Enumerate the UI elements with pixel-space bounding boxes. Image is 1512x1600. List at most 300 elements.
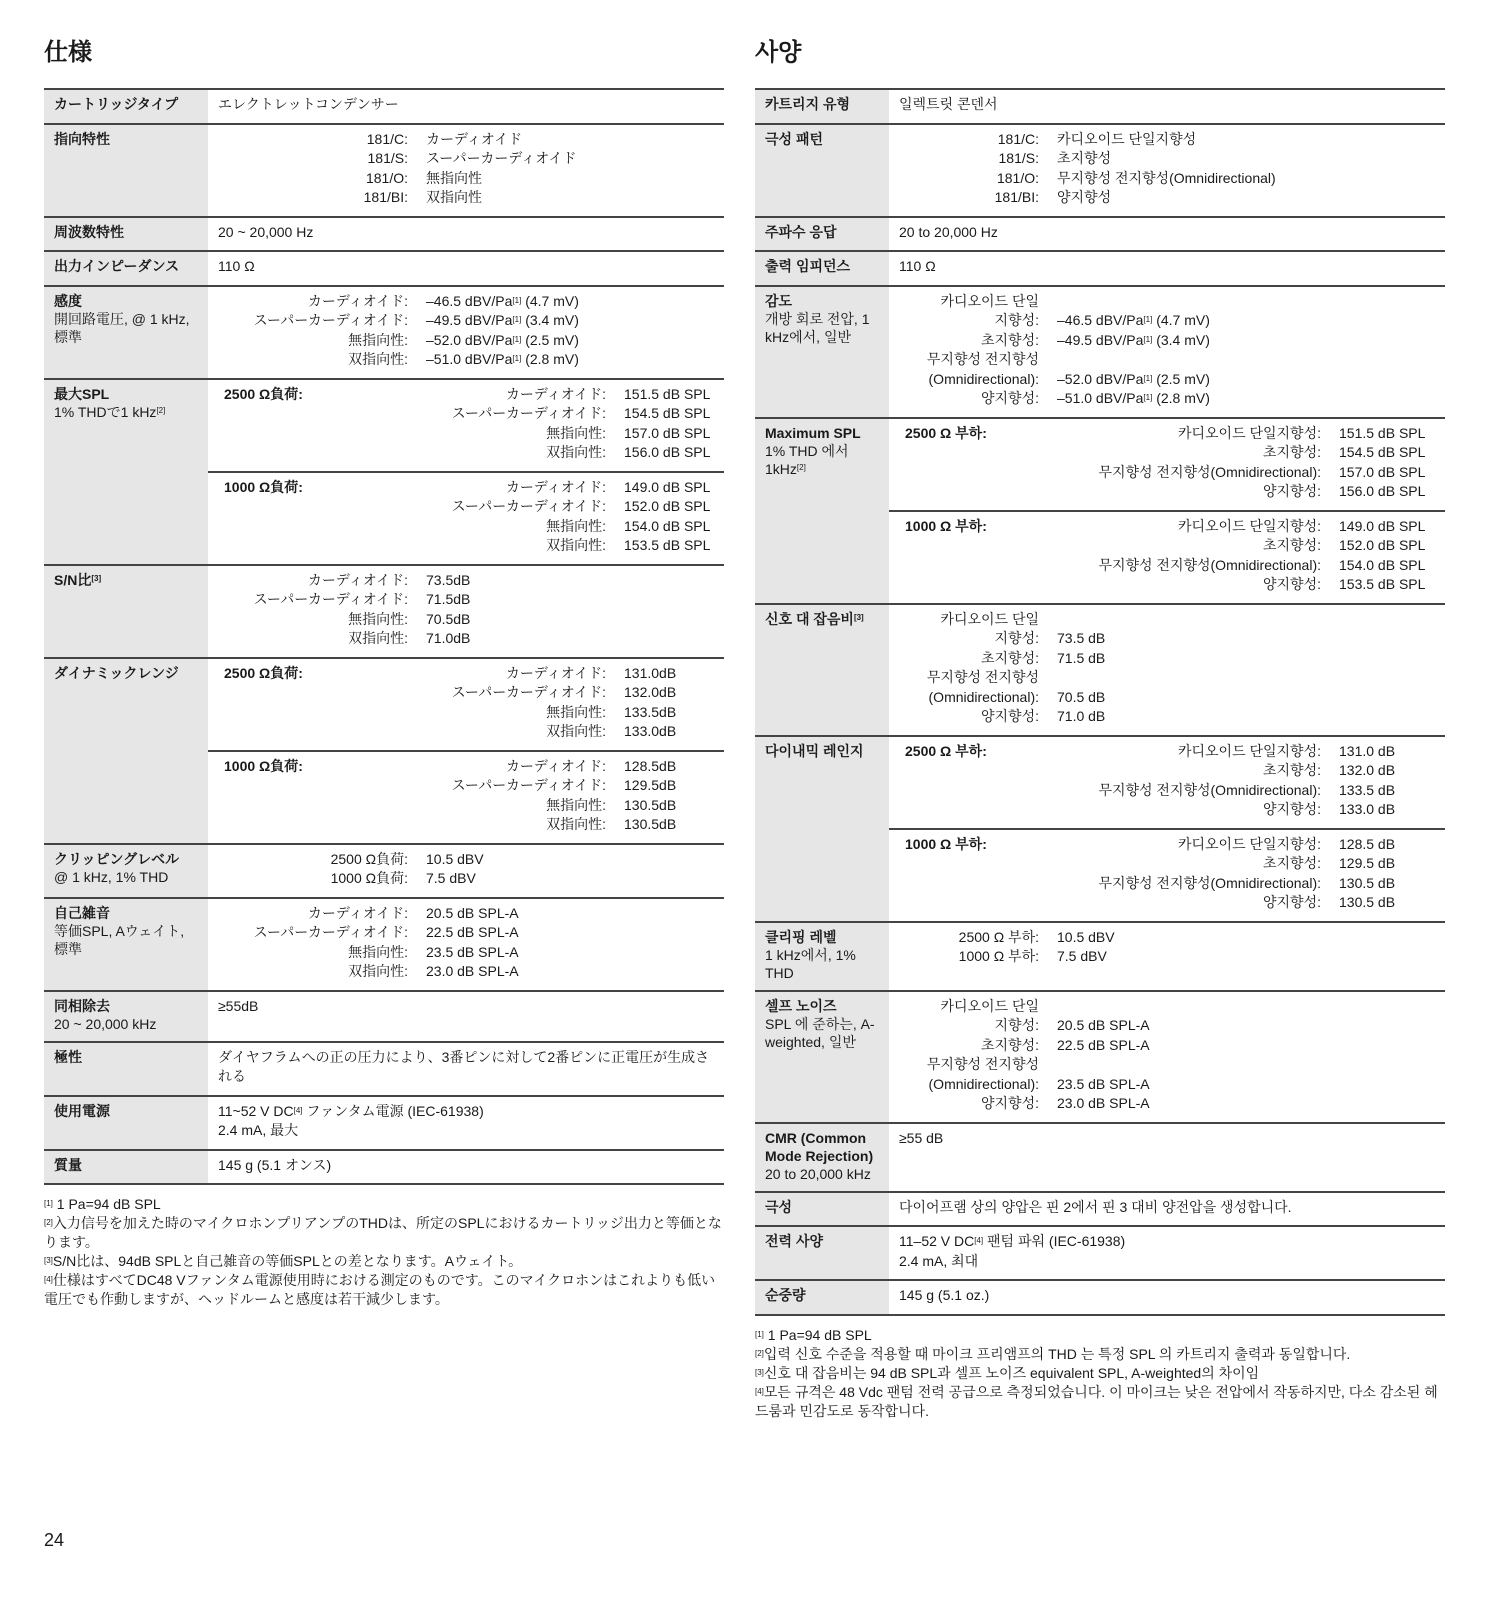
value-text: 110 Ω	[899, 258, 936, 274]
footnote-marker: [3]	[91, 573, 102, 583]
spec-row	[755, 922, 1445, 991]
spec-sublabel-text: 1% THD 에서 1kHz	[765, 442, 849, 477]
value-key: 무지향성 전지향성(Omnidirectional):	[1098, 556, 1321, 573]
spec-label-cell	[44, 286, 208, 379]
spec-label-text: 極性	[54, 1048, 82, 1065]
spec-value-cell	[889, 418, 1445, 604]
value-text	[1057, 668, 1435, 688]
value-text: 157.0 dB SPL	[1339, 463, 1426, 480]
spec-label	[765, 1286, 879, 1304]
value-key: カーディオイド:	[307, 571, 408, 588]
spec-row	[44, 251, 724, 286]
spec-label-text: ダイナミックレンジ	[54, 664, 179, 681]
value-key: 双指向性:	[546, 723, 606, 739]
value-line	[899, 223, 1435, 243]
spec-label	[54, 571, 198, 589]
spec-value-cell	[208, 898, 724, 991]
spec-label-text: 클리핑 레벨	[765, 928, 837, 945]
value-key: 초지향성:	[1263, 762, 1321, 778]
value-key: 2500 Ω 부하:	[958, 928, 1039, 945]
spec-value-cell	[208, 991, 724, 1042]
spec-label-cell	[755, 736, 889, 922]
value-key: 초지향성:	[981, 331, 1039, 348]
spec-value-cell	[889, 736, 1445, 922]
footnote-marker: [2]	[156, 405, 166, 415]
value-text: 154.0 dB SPL	[624, 517, 711, 534]
spec-sublabel	[54, 403, 198, 421]
spec-label-text: 순중량	[765, 1287, 806, 1303]
spec-label	[765, 95, 879, 113]
value-key: カーディオイド:	[505, 757, 606, 774]
spec-label-text: 感度	[54, 292, 82, 309]
spec-row	[755, 124, 1445, 217]
value-text: 133.0dB	[624, 723, 677, 739]
spec-row	[755, 1192, 1445, 1227]
value-key: 양지향성:	[981, 708, 1039, 724]
value-key: 양지향성:	[1263, 483, 1321, 499]
value-text	[1057, 688, 1435, 708]
spec-value-cell	[889, 1123, 1445, 1192]
value-pairs	[218, 130, 714, 208]
spec-label-text: 同相除去	[54, 997, 110, 1014]
value-key: 양지향성:	[981, 390, 1039, 406]
load-label: 2500 Ω負荷:	[224, 664, 303, 681]
value-key: (Omnidirectional):	[928, 370, 1039, 387]
footnote-marker: [3]	[853, 612, 864, 622]
value-main: 7.5 dBV	[426, 870, 476, 886]
spec-row	[44, 124, 724, 217]
spec-label	[54, 130, 198, 148]
spec-label	[765, 223, 879, 241]
spec-value-cell	[889, 251, 1445, 286]
value-text	[426, 610, 714, 630]
footnotes-ja	[44, 1195, 724, 1309]
spec-row	[755, 89, 1445, 124]
value-text: 154.5 dB SPL	[1339, 444, 1426, 460]
value-text	[1057, 130, 1435, 150]
value-text	[426, 850, 714, 870]
spec-label-text: 전력 사양	[765, 1233, 823, 1249]
footnote	[44, 1271, 724, 1309]
spec-sublabel	[54, 922, 198, 958]
load-values	[394, 757, 714, 835]
value-key: 초지향성:	[981, 649, 1039, 666]
value-text	[426, 331, 714, 351]
spec-label-cell	[755, 418, 889, 604]
value-main: 23.5 dB SPL-A	[1057, 1075, 1150, 1092]
spec-label-text: 극성	[765, 1198, 793, 1215]
spec-label-text: CMR (Common Mode Rejection)	[765, 1129, 874, 1164]
load-block	[889, 510, 1445, 603]
value-key: カーディオイド:	[307, 904, 408, 921]
footnote	[44, 1252, 724, 1271]
spec-label	[54, 257, 198, 275]
value-key: スーパーカーディオイド:	[253, 312, 408, 328]
spec-label	[54, 1048, 198, 1066]
value-key: 1000 Ω 부하:	[958, 948, 1039, 964]
value-text: 157.0 dB SPL	[624, 424, 711, 441]
spec-table-ko	[755, 88, 1445, 1316]
footnote-number: [1]	[755, 1329, 764, 1339]
value-key: 2500 Ω負荷:	[330, 850, 408, 867]
value-line	[899, 257, 1435, 277]
footnote-marker: [1]	[1143, 373, 1153, 383]
value-main: カーディオイド	[426, 130, 523, 147]
spec-label-cell	[44, 565, 208, 658]
value-key: 카디오이드 단일	[940, 292, 1039, 309]
spec-label-text: Maximum SPL	[765, 424, 861, 441]
value-text	[426, 350, 714, 370]
value-text	[1057, 928, 1435, 948]
page-title-ja: 仕様	[44, 39, 92, 66]
load-label: 2500 Ω 부하:	[905, 742, 987, 759]
value-text: 154.0 dB SPL	[1339, 556, 1426, 573]
spec-label	[765, 610, 879, 628]
value-pairs	[899, 130, 1435, 208]
spec-label-text: カートリッジタイプ	[54, 96, 179, 112]
value-text: 11–52 V DC	[899, 1233, 975, 1249]
value-key: 181/S:	[367, 150, 408, 166]
value-key: 양지향성:	[1263, 801, 1321, 817]
spec-row	[44, 898, 724, 991]
value-text	[1057, 1016, 1435, 1036]
value-extra: (2.5 mV)	[1152, 370, 1210, 387]
spec-row	[44, 89, 724, 124]
value-main: –49.5 dBV/Pa	[426, 312, 513, 328]
spec-value-cell	[208, 217, 724, 252]
footnote-number: [2]	[755, 1348, 764, 1358]
footnote-text: 입력 신호 수준을 적용할 때 마이크 프리앰프의 THD 는 특정 SPL 의 카트리지 출력과 동일합니다.	[763, 1345, 1351, 1362]
value-key: 카디오이드 단일지향성:	[1177, 424, 1321, 441]
value-text	[1057, 1055, 1435, 1075]
load-label: 1000 Ω 부하:	[905, 517, 987, 534]
footnote-number: [3]	[44, 1256, 53, 1265]
value-pairs	[218, 850, 714, 889]
spec-sublabel	[54, 868, 198, 886]
value-text: 128.5dB	[624, 757, 677, 774]
spec-label-cell	[755, 1226, 889, 1280]
spec-value-cell	[208, 658, 724, 844]
value-text: 128.5 dB	[1339, 835, 1396, 852]
value-key: 무지향성 전지향성(Omnidirectional):	[1098, 874, 1321, 891]
footnote-marker: [2]	[796, 462, 806, 472]
korean-spec-column	[755, 38, 1445, 1421]
page-title-ko: 사양	[755, 39, 802, 66]
value-line	[899, 1198, 1435, 1218]
value-pairs	[899, 610, 1435, 727]
value-key: 無指向性:	[546, 424, 606, 441]
value-main: 22.5 dB SPL-A	[426, 924, 519, 940]
spec-row	[44, 565, 724, 658]
value-line	[218, 1048, 714, 1087]
value-pairs	[218, 571, 714, 649]
value-text: 156.0 dB SPL	[624, 444, 711, 460]
value-key: 지향성:	[994, 630, 1039, 646]
spec-sublabel-text: 20 to 20,000 kHz	[765, 1165, 871, 1182]
value-text: ≥55 dB	[899, 1129, 944, 1146]
value-main: 7.5 dBV	[1057, 948, 1107, 964]
value-line	[899, 1129, 1435, 1149]
footnote-marker: [4]	[974, 1236, 984, 1245]
spec-row	[44, 1042, 724, 1096]
value-key: 카디오이드 단일지향성:	[1177, 742, 1321, 759]
value-main: –51.0 dBV/Pa	[1057, 390, 1144, 406]
footnote-marker: [1]	[512, 315, 522, 324]
value-key: 양지향성:	[1263, 576, 1321, 592]
spec-sublabel	[765, 1015, 879, 1051]
spec-value-cell	[208, 1042, 724, 1096]
value-line	[218, 997, 714, 1017]
footnote-marker: [1]	[512, 295, 522, 305]
value-main: –52.0 dBV/Pa	[426, 331, 513, 348]
value-text: 130.5dB	[624, 816, 677, 832]
spec-value-cell	[889, 124, 1445, 217]
footnote-text: S/N比は、94dB SPLと自己雑音の等価SPLとの差となります。Aウェイト。	[52, 1253, 523, 1269]
spec-label-cell	[44, 1150, 208, 1185]
value-key: 카디오이드 단일지향성:	[1177, 835, 1321, 852]
value-key: 초지향성:	[1263, 537, 1321, 553]
value-text	[426, 869, 714, 889]
value-key: 1000 Ω負荷:	[330, 870, 408, 886]
spec-label-cell	[755, 286, 889, 418]
spec-row	[755, 251, 1445, 286]
value-text	[1057, 1075, 1435, 1095]
value-text	[426, 904, 714, 924]
spec-row	[44, 1150, 724, 1185]
value-main: 無指向性	[426, 169, 482, 186]
value-key: 181/C:	[366, 130, 408, 147]
spec-label	[54, 664, 198, 682]
spec-value-cell	[889, 217, 1445, 252]
footnote-number: [4]	[755, 1386, 764, 1396]
footnote	[755, 1326, 1445, 1345]
page-number: 24	[44, 1530, 65, 1550]
spec-label	[765, 424, 879, 442]
value-text: 133.5 dB	[1339, 781, 1396, 798]
spec-label	[54, 223, 198, 241]
value-key: スーパーカーディオイド:	[451, 777, 606, 793]
value-text: 152.0 dB SPL	[1339, 537, 1426, 553]
value-main: 71.0 dB	[1057, 708, 1106, 724]
spec-label	[765, 997, 879, 1015]
spec-sublabel-text: SPL 에 준하는, A-weighted, 일반	[765, 1015, 875, 1050]
spec-value-cell	[208, 124, 724, 217]
value-line-2: 2.4 mA, 最大	[218, 1122, 299, 1138]
spec-label-text: 自己雑音	[54, 904, 110, 921]
spec-label-cell	[755, 922, 889, 991]
value-text: 153.5 dB SPL	[1339, 576, 1426, 592]
value-text	[1057, 1036, 1435, 1056]
footnote-number: [3]	[755, 1367, 764, 1377]
load-values	[1075, 424, 1435, 502]
value-text	[1057, 169, 1435, 189]
load-values	[1075, 835, 1435, 913]
value-main: 71.0dB	[426, 630, 471, 646]
value-key: 카디오이드 단일	[940, 610, 1039, 627]
value-text: 132.0 dB	[1339, 762, 1396, 778]
spec-label	[54, 95, 198, 113]
spec-value-cell	[889, 89, 1445, 124]
value-text: 156.0 dB SPL	[1339, 483, 1426, 499]
value-text	[426, 962, 714, 982]
spec-label-text: 셀프 노이즈	[765, 997, 837, 1014]
value-line	[899, 1286, 1435, 1306]
spec-row	[755, 286, 1445, 418]
value-key: スーパーカーディオイド:	[253, 924, 408, 940]
spec-label-text: 카트리지 유형	[765, 96, 851, 112]
spec-value-cell	[208, 379, 724, 565]
value-text: 133.5dB	[624, 703, 677, 720]
value-key: 카디오이드 단일지향성:	[1177, 517, 1321, 534]
value-main: 70.5 dB	[1057, 688, 1106, 705]
spec-sublabel-text: @ 1 kHz, 1% THD	[54, 868, 169, 885]
value-main: 23.5 dB SPL-A	[426, 943, 519, 960]
value-text: ≥55dB	[218, 997, 259, 1014]
value-key: 181/BI:	[994, 189, 1039, 205]
footnote-text: 1 Pa=94 dB SPL	[52, 1196, 161, 1212]
value-key: 181/O:	[365, 169, 408, 186]
value-line	[218, 257, 714, 277]
value-text: 11~52 V DC	[218, 1102, 294, 1119]
load-values	[1075, 742, 1435, 820]
spec-label-cell	[755, 1280, 889, 1315]
value-key: 무지향성 전지향성	[926, 669, 1039, 685]
value-key: スーパーカーディオイド:	[451, 498, 606, 514]
value-key: 双指向性:	[348, 351, 408, 367]
value-text	[426, 188, 714, 208]
value-key: 181/S:	[998, 150, 1039, 166]
value-main: –46.5 dBV/Pa	[426, 292, 513, 309]
spec-sublabel	[765, 310, 879, 346]
load-block	[208, 471, 724, 564]
load-block	[208, 380, 724, 471]
spec-label-text: 출력 임피던스	[765, 258, 851, 274]
value-extra: (2.8 mV)	[1152, 390, 1210, 406]
value-key: 무지향성 전지향성	[926, 1056, 1039, 1072]
value-text	[426, 311, 714, 331]
value-text	[1057, 707, 1435, 727]
spec-label	[54, 292, 198, 310]
footnote-marker: [1]	[1143, 334, 1153, 344]
spec-row	[44, 991, 724, 1042]
value-extra: (4.7 mV)	[1152, 312, 1210, 328]
value-key: 無指向性:	[546, 796, 606, 813]
value-extra: 팬텀 파워 (IEC-61938)	[983, 1233, 1126, 1249]
footnote-number: [4]	[44, 1275, 53, 1284]
value-key: スーパーカーディオイド:	[253, 591, 408, 607]
spec-label-text: 주파수 응답	[765, 223, 837, 240]
value-main: –49.5 dBV/Pa	[1057, 331, 1144, 348]
footnote-text: 仕様はすべてDC48 Vファンタム電源使用時における測定のものです。このマイクロホンはこれよりも低い電圧でも作動しますが、ヘッドルームと感度は若干減少します。	[44, 1272, 716, 1307]
value-text	[426, 149, 714, 169]
spec-label-cell	[755, 991, 889, 1123]
load-values	[1075, 517, 1435, 595]
value-line	[218, 1102, 714, 1122]
value-text: 131.0dB	[624, 664, 677, 681]
value-extra: (4.7 mV)	[521, 292, 579, 309]
value-key: 双指向性:	[546, 816, 606, 832]
value-key: スーパーカーディオイド:	[451, 684, 606, 700]
value-text	[426, 629, 714, 649]
spec-row	[44, 217, 724, 252]
value-text	[1057, 629, 1435, 649]
spec-value-cell	[889, 1280, 1445, 1315]
spec-label-text: 質量	[54, 1156, 82, 1173]
value-main: 23.0 dB SPL-A	[426, 963, 519, 979]
value-key: 181/BI:	[363, 189, 408, 205]
value-pairs	[218, 904, 714, 982]
value-pairs	[899, 997, 1435, 1114]
spec-label	[765, 130, 879, 148]
value-text	[1057, 311, 1435, 331]
footnote-marker: [1]	[1143, 315, 1153, 324]
spec-label-cell	[44, 89, 208, 124]
spec-label	[54, 385, 198, 403]
load-values	[394, 478, 714, 556]
spec-label-text: 使用電源	[54, 1102, 110, 1119]
spec-label-text: 다이내믹 레인지	[765, 742, 864, 759]
spec-label-cell	[755, 89, 889, 124]
spec-label-text: 周波数特性	[54, 223, 124, 240]
value-main: 10.5 dBV	[1057, 928, 1115, 945]
footnote-number: [2]	[44, 1218, 53, 1227]
value-extra: (2.8 mV)	[521, 351, 579, 367]
value-key: 양지향성:	[981, 1095, 1039, 1111]
value-text: 149.0 dB SPL	[1339, 517, 1426, 534]
value-pairs	[218, 292, 714, 370]
load-block	[889, 737, 1445, 828]
value-main: 20.5 dB SPL-A	[1057, 1017, 1150, 1033]
spec-label-cell	[44, 124, 208, 217]
value-key: (Omnidirectional):	[928, 688, 1039, 705]
footnote-number: [1]	[44, 1199, 53, 1208]
spec-label-text: 最大SPL	[54, 385, 110, 402]
spec-sublabel-text: 20 ~ 20,000 kHz	[54, 1015, 157, 1032]
spec-label-cell	[44, 217, 208, 252]
value-text: 133.0 dB	[1339, 801, 1396, 817]
value-key: 지향성:	[994, 1017, 1039, 1033]
value-main: 20.5 dB SPL-A	[426, 904, 519, 921]
spec-label-cell	[44, 379, 208, 565]
spec-row	[755, 1123, 1445, 1192]
footnote-text: 모든 규격은 48 Vdc 팬텀 전력 공급으로 측정되었습니다. 이 마이크는 낮은 전압에서 작동하지만, 다소 감소된 헤드룸과 민감도로 동작합니다.	[755, 1383, 1438, 1419]
spec-row	[755, 418, 1445, 604]
value-main: 10.5 dBV	[426, 850, 484, 867]
value-text: 151.5 dB SPL	[624, 385, 711, 402]
value-extra: (3.4 mV)	[521, 312, 579, 328]
value-key: 無指向性:	[546, 703, 606, 720]
value-text	[426, 571, 714, 591]
spec-label-cell	[44, 1096, 208, 1150]
spec-row	[44, 844, 724, 898]
value-text: 154.5 dB SPL	[624, 405, 711, 421]
value-pairs	[899, 928, 1435, 967]
load-block	[889, 419, 1445, 510]
value-key: カーディオイド:	[307, 292, 408, 309]
value-extra: (3.4 mV)	[1152, 331, 1210, 348]
value-main: 双指向性	[426, 189, 482, 205]
value-text: 151.5 dB SPL	[1339, 424, 1426, 441]
spec-row	[44, 379, 724, 565]
load-block	[208, 659, 724, 750]
value-pairs	[899, 292, 1435, 409]
value-main: 22.5 dB SPL-A	[1057, 1036, 1150, 1053]
value-main: 양지향성	[1057, 189, 1112, 205]
value-key: 지향성:	[994, 312, 1039, 328]
spec-sublabel-text: 開回路電圧, @ 1 kHz, 標準	[54, 310, 190, 345]
value-extra: (2.5 mV)	[521, 331, 579, 348]
spec-sublabel-text: 개방 회로 전압, 1 kHz에서, 일반	[765, 310, 870, 345]
